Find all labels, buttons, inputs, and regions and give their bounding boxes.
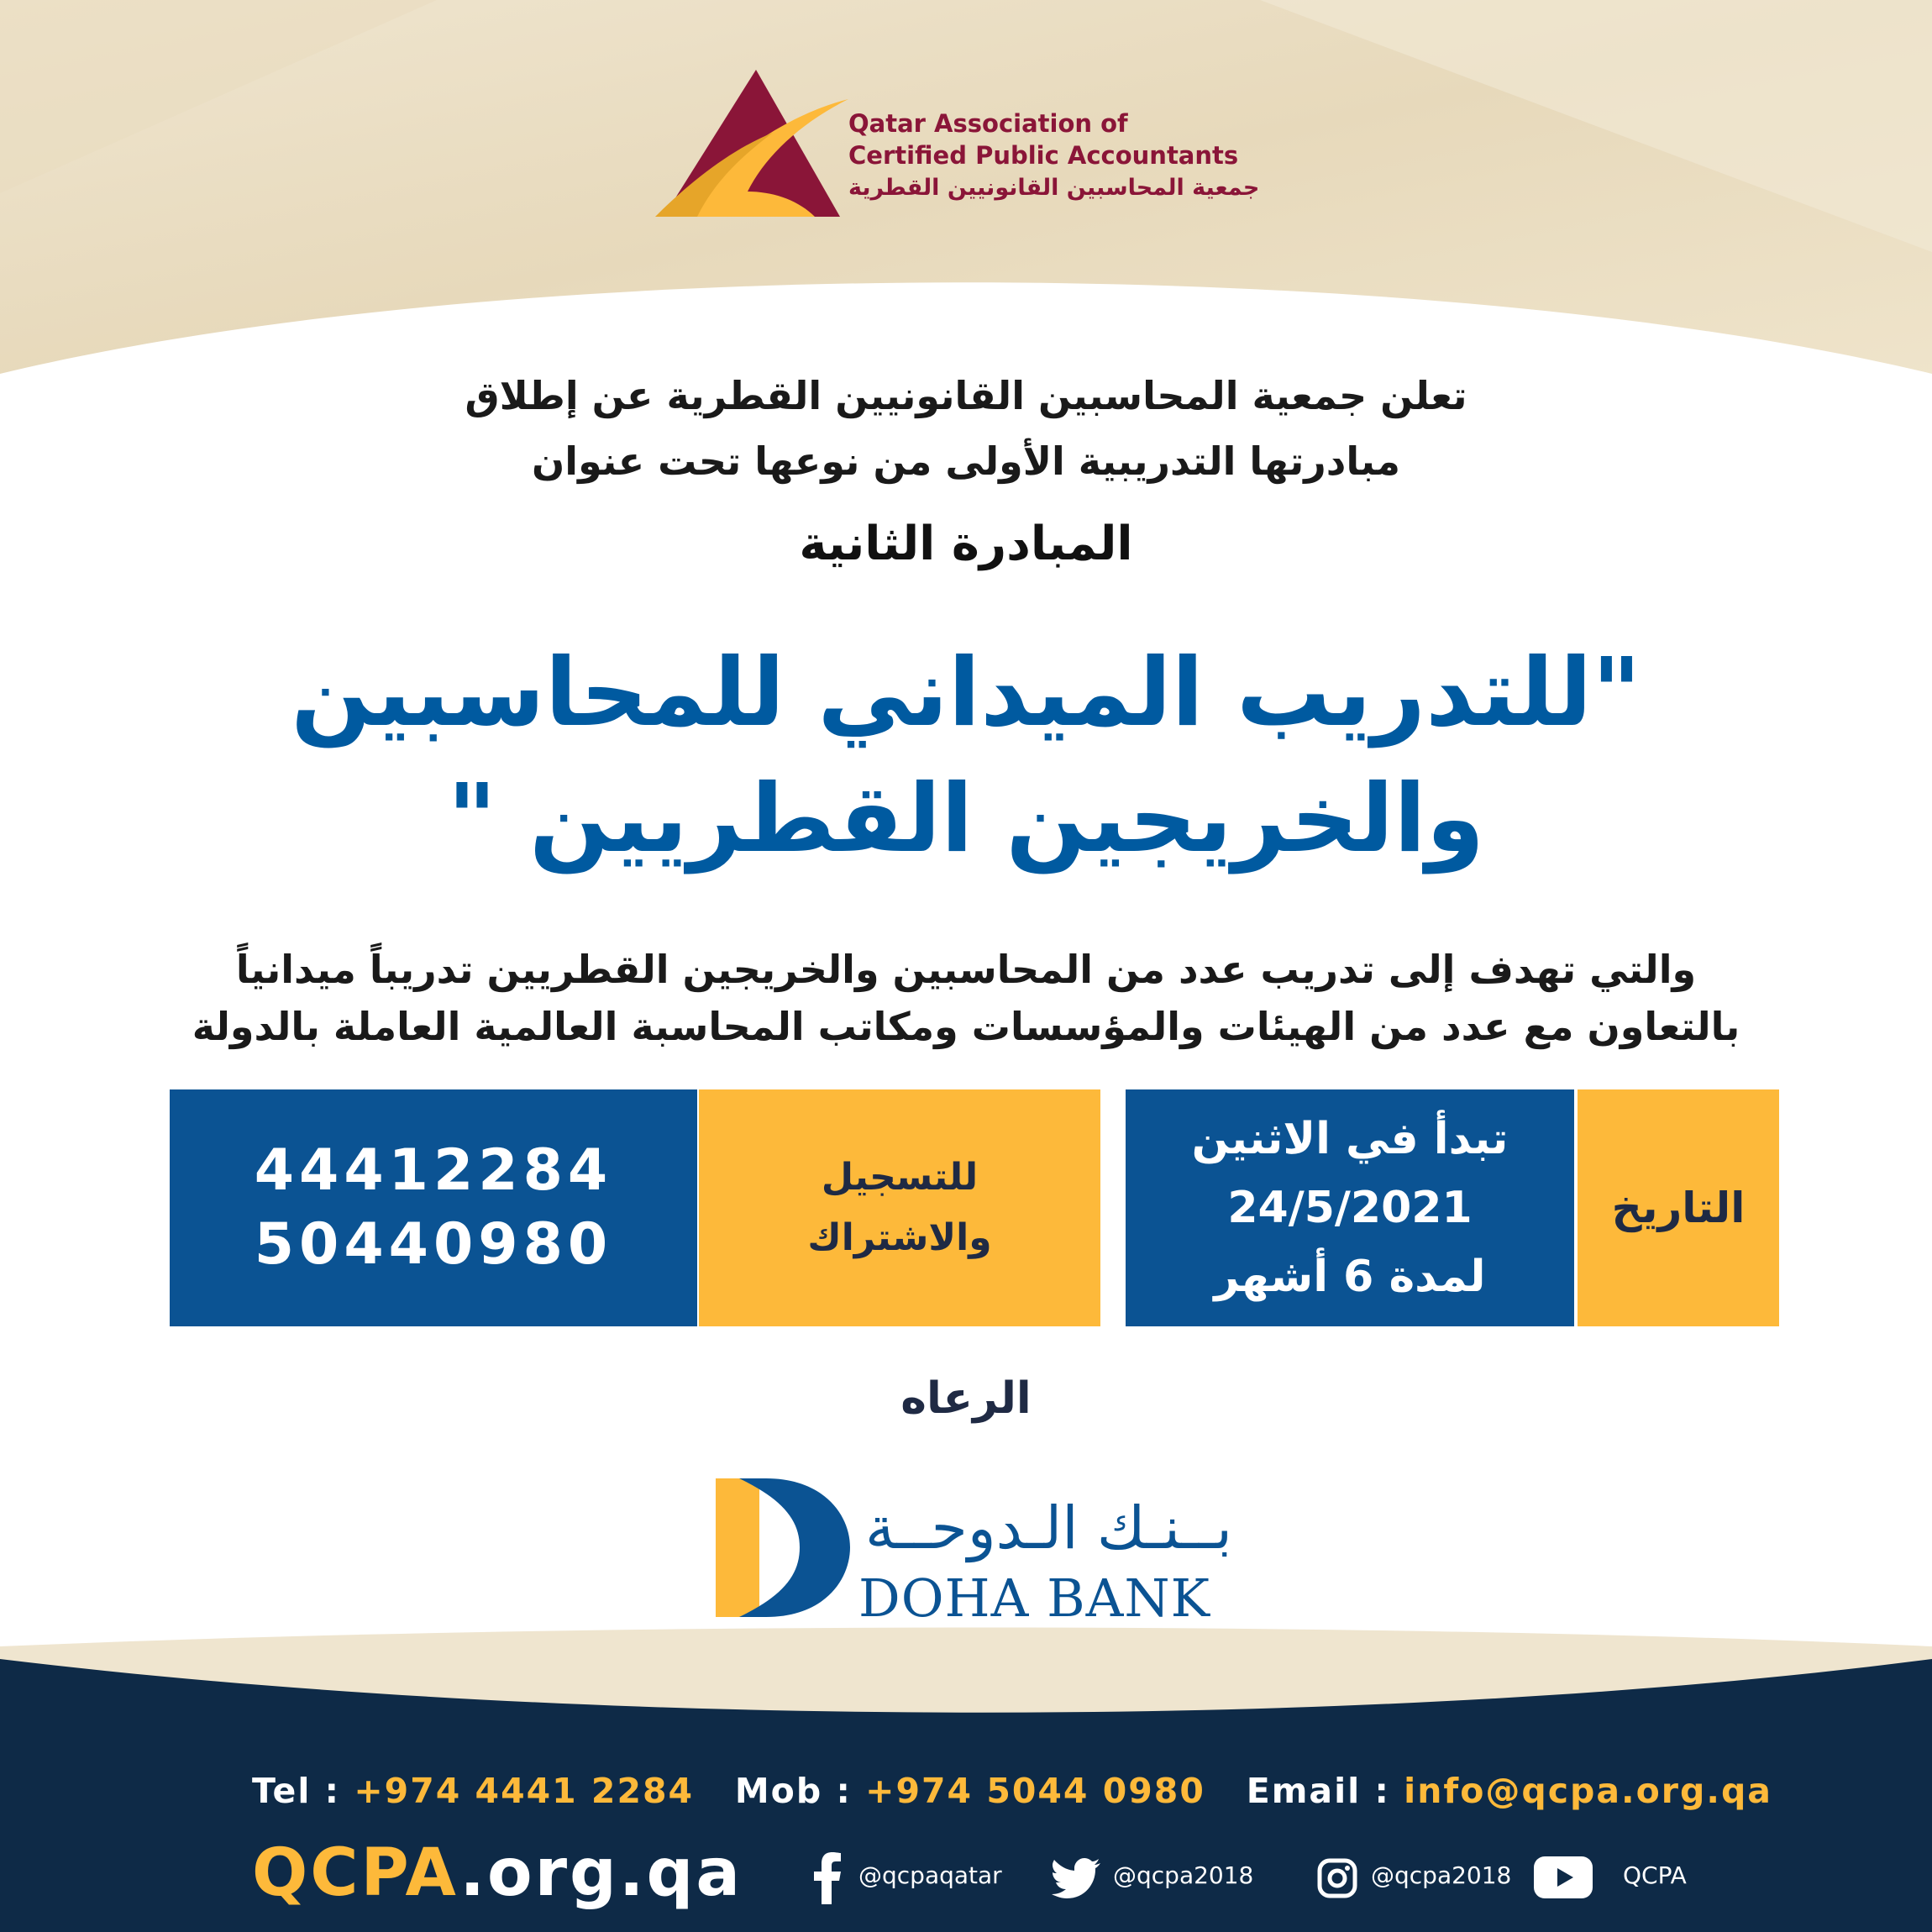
mob-label: Mob : [734, 1771, 866, 1811]
phone-numbers-box [170, 1089, 697, 1326]
email-label: Email : [1246, 1771, 1404, 1811]
headline-line1: "للتدريب الميداني للمحاسبين [291, 638, 1641, 748]
register-line2: والاشتراك [807, 1216, 992, 1259]
intro-line2: مبادرتها التدريبية الأولى من نوعها تحت عنوان [532, 438, 1400, 484]
youtube-handle[interactable]: QCPA [1623, 1861, 1687, 1889]
phone-number-1[interactable]: 44412284 [254, 1137, 613, 1204]
twitter-icon[interactable] [1052, 1858, 1100, 1898]
phone-number-2[interactable]: 50440980 [254, 1211, 613, 1278]
youtube-icon[interactable] [1534, 1856, 1593, 1898]
qcpa-logo-icon [655, 66, 848, 221]
facebook-icon[interactable] [813, 1852, 842, 1904]
start-day: تبدأ في الاثنين [1191, 1114, 1509, 1164]
date-label-box [1578, 1089, 1779, 1326]
description-line2: بالتعاون مع عدد من الهيئات والمؤسسات ومكاتب المحاسبة العالمية العاملة بالدولة [192, 1004, 1740, 1049]
tel-label: Tel : [252, 1771, 354, 1811]
register-line1: للتسجيل [821, 1156, 979, 1199]
website-bold: QCPA [252, 1835, 460, 1911]
org-name-ar: جمعية المحاسبين القانونيين القطرية [848, 175, 1260, 201]
date-details-box [1126, 1089, 1574, 1326]
subtitle: المبادرة الثانية [799, 517, 1133, 571]
facebook-handle[interactable]: @qcpaqatar [858, 1861, 1002, 1889]
start-date: 24/5/2021 [1227, 1183, 1473, 1233]
twitter-handle[interactable]: @qcpa2018 [1113, 1861, 1254, 1889]
website-rest: .org.qa [459, 1835, 743, 1911]
org-name-en [848, 108, 1238, 171]
email-link[interactable]: info@qcpa.org.qa [1404, 1771, 1772, 1811]
description-line1: والتي تهدف إلى تدريب عدد من المحاسبين والخريجين القطريين تدريباً ميدانياً [235, 947, 1697, 992]
description [101, 941, 1831, 1055]
sponsors-heading: الرعاه [900, 1373, 1032, 1424]
headline [101, 630, 1831, 882]
register-box [699, 1089, 1100, 1326]
duration: لمدة 6 أشهر [1214, 1252, 1486, 1302]
mob-value[interactable]: +974 5044 0980 [865, 1771, 1205, 1811]
date-label: التاريخ [1611, 1184, 1746, 1232]
headline-line2: والخريجين القطريين " [447, 764, 1485, 874]
website-link[interactable] [252, 1835, 743, 1911]
org-name-en-line2: Certified Public Accountants [848, 141, 1239, 170]
doha-bank-logo-icon [716, 1478, 850, 1617]
tel-value[interactable]: +974 4441 2284 [354, 1771, 695, 1811]
bank-name-ar: بــنـك الـدوحــة [865, 1494, 1233, 1562]
instagram-handle[interactable]: @qcpa2018 [1371, 1861, 1512, 1889]
instagram-icon[interactable] [1317, 1858, 1357, 1898]
bank-name-en: DOHA BANK [858, 1567, 1210, 1629]
intro-text [420, 363, 1512, 494]
intro-line1: تعلن جمعية المحاسبين القانونيين القطرية عن إطلاق [465, 373, 1467, 418]
contact-line [252, 1771, 1772, 1811]
org-name-en-line1: Qatar Association of [848, 109, 1128, 138]
